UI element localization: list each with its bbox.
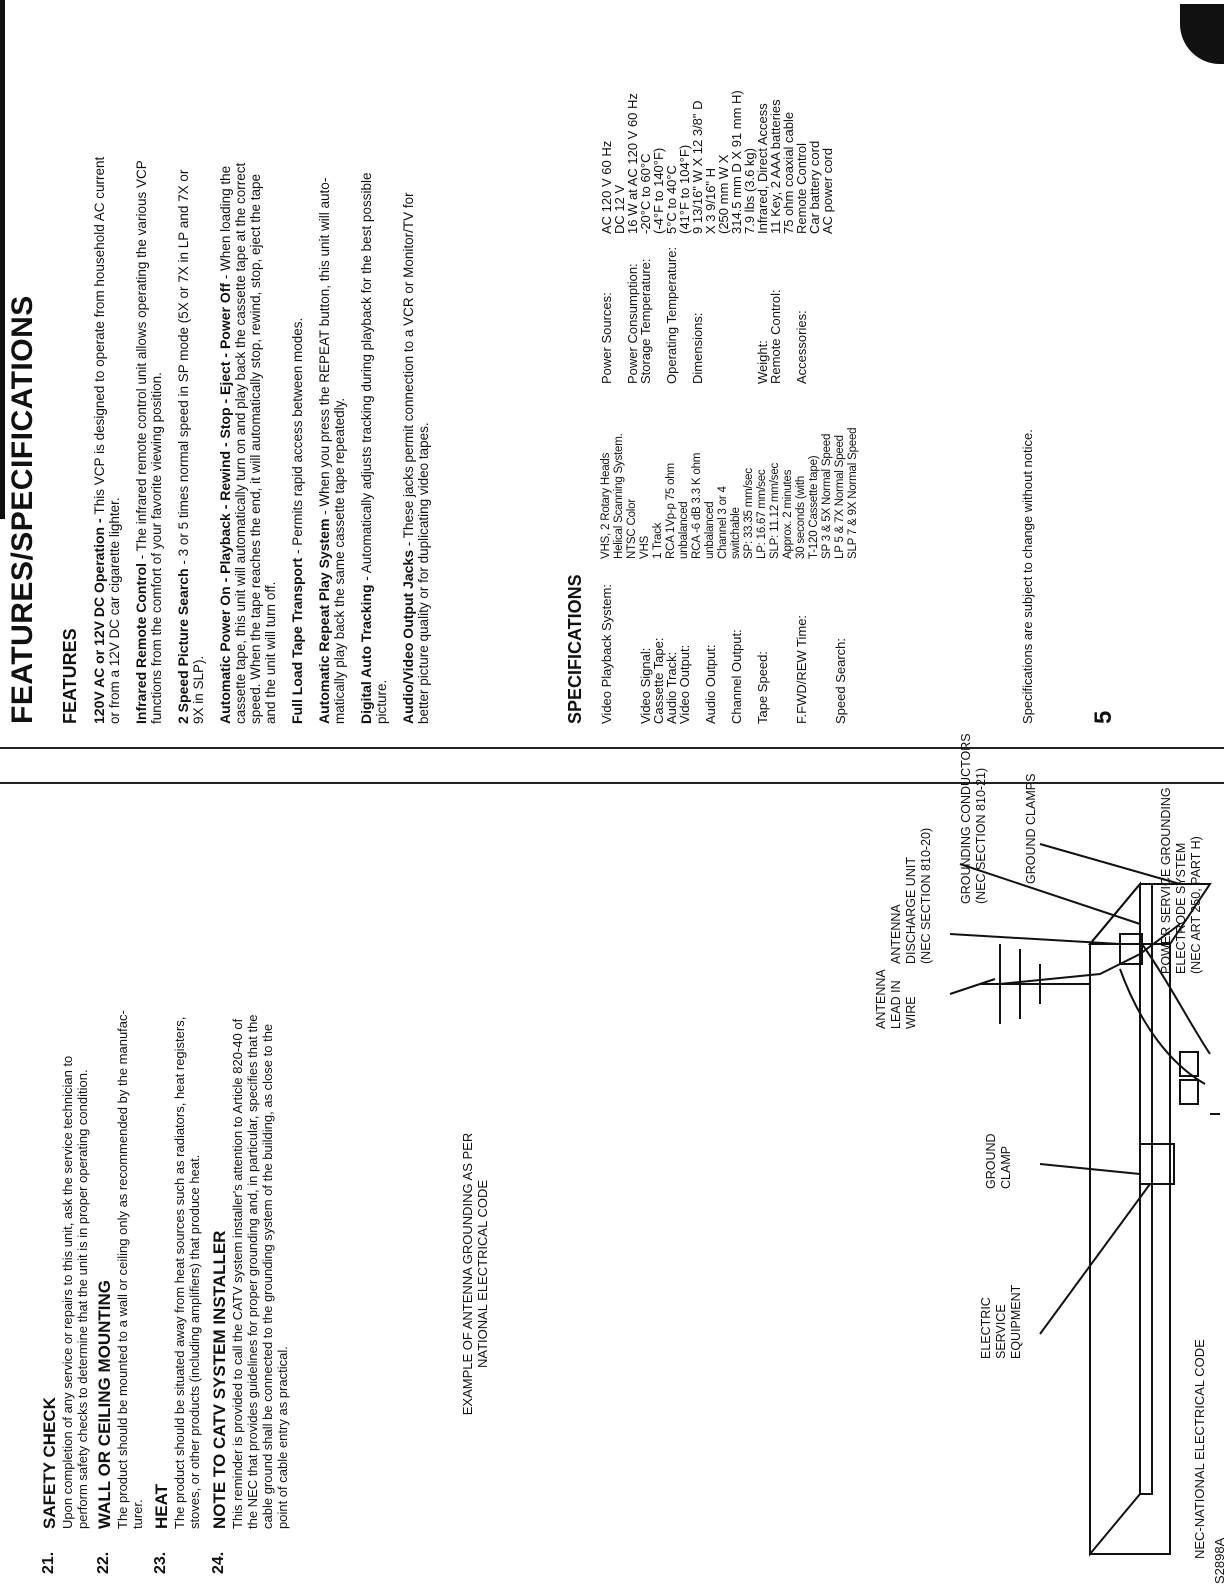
spec-spacer bbox=[613, 594, 626, 724]
spec-value: switchable bbox=[730, 507, 742, 559]
spec-labels-left bbox=[599, 584, 886, 724]
feature-text: - When loading the bbox=[218, 165, 233, 283]
electric-service-box bbox=[1140, 1144, 1174, 1184]
item-body-line: This reminder is provided to call the CATV system installer's attention to Article 820-40 of bbox=[230, 1018, 245, 1529]
feature-text: - 3 or 5 times normal speed in SP mode (5X or 7X in LP and 7X or bbox=[176, 169, 191, 569]
left-column bbox=[0, 733, 1227, 1584]
item-body-line: cable ground shall be connected to the grounding system of the building, as close to the bbox=[260, 1023, 275, 1529]
spec-label: Power Consumption: bbox=[625, 263, 640, 384]
feature-name: Automatic Repeat Play System bbox=[316, 518, 332, 724]
item-heading: NOTE TO CATV SYSTEM INSTALLER bbox=[210, 1230, 229, 1529]
spec-label: Power Sources: bbox=[599, 292, 614, 384]
spec-value: unbalanced bbox=[678, 501, 690, 559]
spec-value: AC power cord bbox=[820, 148, 835, 234]
spec-value: -20°C to 60°C bbox=[638, 153, 653, 234]
spec-value: 11 Key, 2 AAA batteries bbox=[768, 99, 783, 234]
item-heading: SAFETY CHECK bbox=[40, 1397, 59, 1529]
spec-spacer bbox=[730, 244, 743, 384]
spec-value: DC 12 V bbox=[612, 184, 627, 234]
features-heading: FEATURES bbox=[60, 628, 80, 724]
spec-value: SLP: 11.12 mm/sec bbox=[769, 462, 781, 559]
spec-label: Channel Output: bbox=[729, 629, 744, 724]
spec-value: VHS bbox=[639, 535, 651, 559]
feature-repeat-play bbox=[317, 4, 347, 724]
item-number: 21. bbox=[40, 1551, 57, 1574]
feature-text: better picture quality or for duplicating video tapes. bbox=[416, 422, 431, 724]
spec-value: (41°F to 104°F) bbox=[677, 144, 692, 234]
spec-label: Tape Speed: bbox=[755, 650, 770, 724]
item-body-line: Upon completion of any service or repairs to this unit, ask the service technician to bbox=[60, 1055, 75, 1529]
spec-value: Car battery cord bbox=[807, 140, 822, 234]
spec-values-left bbox=[600, 389, 860, 559]
center-rule-right bbox=[0, 747, 1224, 749]
spec-label: Dimensions: bbox=[690, 312, 705, 384]
item-safety-check bbox=[40, 884, 90, 1574]
footer-code: NEC-NATIONAL ELECTRICAL CODE bbox=[1192, 1339, 1207, 1559]
spec-value: unbalanced bbox=[704, 501, 716, 559]
spec-label: Cassette Tape: bbox=[651, 637, 666, 724]
label-power-service: POWER SERVICE GROUNDING ELECTRODE SYSTEM (NEC ART 250, PART H) bbox=[1159, 787, 1203, 974]
spec-value: NTSC Color bbox=[626, 499, 638, 559]
antenna-grounding-diagram bbox=[480, 733, 1220, 1584]
spec-value: Helical Scanning System. bbox=[613, 433, 625, 559]
feature-remote bbox=[134, 4, 164, 724]
item-catv-note bbox=[210, 884, 290, 1574]
item-body bbox=[230, 884, 290, 1529]
feature-text: picture. bbox=[374, 679, 389, 724]
spec-value: LP: 16.67 mm/sec bbox=[756, 469, 768, 559]
spec-value: SP 3 & 5X Normal Speed bbox=[821, 433, 833, 559]
features-list bbox=[92, 4, 443, 724]
item-number: 22. bbox=[95, 1551, 112, 1574]
spec-value: 30 seconds (with bbox=[795, 475, 807, 559]
label-discharge-unit: ANTENNA DISCHARGE UNIT (NEC SECTION 810-20) bbox=[889, 827, 933, 964]
spec-label: Storage Temperature: bbox=[638, 258, 653, 384]
spec-spacer bbox=[808, 594, 821, 724]
feature-text: - When you press the REPEAT button, this unit will auto- bbox=[317, 177, 332, 519]
item-body-line: stoves, or other products (including amplifiers) that produce heat. bbox=[187, 1154, 202, 1529]
diagram-caption-line: NATIONAL ELECTRICAL CODE bbox=[475, 1179, 490, 1369]
spec-value: T-120 Cassette tape) bbox=[808, 455, 820, 559]
spec-value: AC 120 V 60 Hz bbox=[599, 140, 614, 234]
feature-text: speed. When the tape reaches the end, it will automatically stop, rewind, stop, eject the tape bbox=[248, 173, 263, 724]
house-roof bbox=[1090, 884, 1140, 1554]
item-body bbox=[115, 884, 145, 1529]
feature-auto-tracking bbox=[359, 4, 389, 724]
feature-text: cassette tape, this unit will automatically turn on and play back the cassette tape at the correct bbox=[233, 162, 248, 724]
spec-value: Infrared, Direct Access bbox=[755, 103, 770, 234]
spec-value: 75 ohm coaxial cable bbox=[781, 111, 796, 234]
spec-spacer bbox=[769, 594, 782, 724]
spec-spacer bbox=[860, 594, 873, 724]
feature-text: functions from the comfort of your favorite viewing position. bbox=[149, 372, 164, 724]
spec-values-right bbox=[600, 4, 834, 234]
item-heading: HEAT bbox=[152, 1483, 171, 1529]
spec-labels-right bbox=[600, 244, 808, 384]
feature-text: matically play back the same cassette tape repeatedly. bbox=[332, 397, 347, 724]
feature-name: Infrared Remote Control bbox=[133, 562, 149, 724]
feature-name: Digital Auto Tracking bbox=[358, 584, 374, 724]
spec-value: Approx. 2 minutes bbox=[782, 469, 794, 559]
feature-text: - Permits rapid access between modes. bbox=[290, 317, 305, 558]
spec-value: 1 Track bbox=[652, 522, 664, 559]
spec-value: 16 W at AC 120 V 60 Hz bbox=[625, 93, 640, 234]
diagram-caption-line: EXAMPLE OF ANTENNA GROUNDING AS PER bbox=[460, 1132, 475, 1416]
item-wall-mounting bbox=[95, 884, 145, 1574]
spec-value: (-4°F to 140°F) bbox=[651, 147, 666, 234]
spec-value: VHS, 2 Rotary Heads bbox=[600, 452, 612, 559]
label-antenna-lead-in: ANTENNA LEAD IN WIRE bbox=[874, 969, 918, 1029]
spec-label: Accessories: bbox=[794, 310, 809, 384]
feature-text: and the unit will turn off. bbox=[263, 581, 278, 724]
spec-label: Video Signal: bbox=[638, 647, 653, 724]
ground-clamp-box bbox=[1180, 1080, 1198, 1104]
item-body-line: perform safety checks to determine that the unit is in proper operating condition. bbox=[75, 1069, 90, 1529]
feature-name: Automatic Power On - Playback - Rewind - Stop - Eject - Power Off bbox=[217, 282, 233, 724]
spec-value: SLP 7 & 9X Normal Speed bbox=[847, 427, 859, 559]
feature-text: - These jacks permit connection to a VCR or Monitor/TV for bbox=[401, 192, 416, 550]
spec-value: Remote Control bbox=[794, 142, 809, 234]
spec-value: Channel 3 or 4 bbox=[717, 486, 729, 559]
label-grounding-conductors: GROUNDING CONDUCTORS (NEC SECTION 810-21) bbox=[959, 733, 988, 904]
feature-output-jacks bbox=[401, 4, 431, 724]
spec-value: 314.5 mm D X 91 mm H) bbox=[729, 90, 744, 234]
feature-auto-power bbox=[218, 4, 278, 724]
right-column bbox=[0, 4, 1224, 734]
spec-label: Speed Search: bbox=[833, 637, 848, 724]
item-body-line: point of cable entry as practical. bbox=[275, 1346, 290, 1529]
spec-value: RCA -6 dB 3.3 K ohm bbox=[691, 452, 703, 559]
spec-label: Remote Control: bbox=[768, 289, 783, 384]
feature-text: - Automatically adjusts tracking during playback for the best possible bbox=[359, 172, 374, 585]
label-ground-clamp: GROUND CLAMP bbox=[984, 1133, 1013, 1189]
spec-spacer bbox=[873, 594, 886, 724]
page-number: 5 bbox=[1090, 710, 1117, 724]
feature-name: Audio/Video Output Jacks bbox=[400, 550, 416, 724]
spec-label: Audio Output: bbox=[703, 644, 718, 724]
feature-name: 120V AC or 12V DC Operation - bbox=[91, 514, 107, 724]
spec-label: Video Output: bbox=[677, 644, 692, 724]
item-number: 24. bbox=[210, 1551, 227, 1574]
feature-text: This VCP is designed to operate from household AC current bbox=[92, 156, 107, 515]
item-body-line: turer. bbox=[130, 1499, 145, 1529]
item-body bbox=[172, 884, 202, 1529]
spec-label: Video Playback System: bbox=[599, 584, 614, 724]
label-electric-service: ELECTRIC SERVICE EQUIPMENT bbox=[979, 1284, 1023, 1359]
spec-value: X 3 9/16" H bbox=[703, 167, 718, 234]
item-body-line: the NEC that provides guidelines for proper grounding and, in particular, specifies that the bbox=[245, 1014, 260, 1529]
spec-spacer bbox=[717, 244, 730, 384]
spec-value: 9 13/16" W X 12 3/8" D bbox=[690, 100, 705, 234]
center-rule bbox=[0, 782, 1224, 784]
spec-value: LP 5 & 7X Normal Speed bbox=[834, 435, 846, 559]
spec-value: SP: 33.35 mm/sec bbox=[743, 468, 755, 559]
specifications-heading: SPECIFICATIONS bbox=[565, 574, 585, 724]
specs-notice: Specifications are subject to change without notice. bbox=[1020, 429, 1035, 724]
item-body-line: The product should be mounted to a wall or ceiling only as recommended by the manufac- bbox=[115, 1010, 130, 1529]
item-body-line: The product should be situated away from heat sources such as radiators, heat registers, bbox=[172, 1016, 187, 1529]
spec-value: RCA 1Vp-p 75 ohm bbox=[665, 463, 677, 559]
spec-label: Audio Track: bbox=[664, 651, 679, 724]
spec-value: 5°C to 40°C bbox=[664, 165, 679, 234]
spec-label: F.FWD/REW Time: bbox=[794, 614, 809, 724]
feature-text: or from a 12V DC car cigarette lighter. bbox=[107, 497, 122, 724]
label-ground-clamps: GROUND CLAMPS bbox=[1024, 773, 1038, 884]
feature-text: - The infrared remote control unit allows operating the various VCP bbox=[134, 160, 149, 563]
feature-ac-dc bbox=[92, 4, 122, 724]
feature-picture-search bbox=[176, 4, 206, 724]
item-body bbox=[60, 884, 90, 1529]
spec-value: (250 mm W X bbox=[716, 154, 731, 234]
feature-text: 9X in SLP). bbox=[191, 655, 206, 724]
item-heat bbox=[152, 884, 202, 1574]
spec-label: Weight: bbox=[755, 340, 770, 384]
spec-value: 7.9 lbs (3.6 kg) bbox=[742, 148, 757, 234]
feature-tape-transport bbox=[290, 4, 305, 724]
part-number: S2898A bbox=[1212, 1537, 1227, 1584]
spec-spacer bbox=[704, 244, 717, 384]
item-number: 23. bbox=[152, 1551, 169, 1574]
feature-name: 2 Speed Picture Search bbox=[175, 568, 191, 724]
spec-label: Operating Temperature: bbox=[664, 246, 679, 384]
spec-spacer bbox=[847, 594, 860, 724]
feature-name: Full Load Tape Transport bbox=[289, 557, 305, 724]
item-heading: WALL OR CEILING MOUNTING bbox=[95, 1279, 114, 1529]
page-title: FEATURES/SPECIFICATIONS bbox=[6, 295, 39, 724]
